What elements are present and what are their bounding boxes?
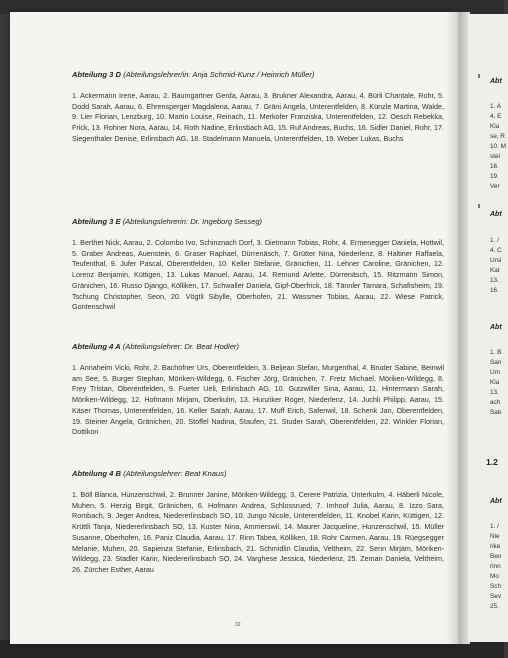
right-text-fragment: Kla <box>490 123 500 130</box>
right-text-fragment: 1. / <box>490 523 499 530</box>
right-text-fragment: 4. E <box>490 113 502 120</box>
section-teacher: (Abteilungslehrer: Dr. Beat Hodler) <box>122 342 239 351</box>
section-teacher: (Abteilungslehrer: Beat Knaus) <box>123 469 227 478</box>
section-heading <box>72 70 444 80</box>
right-section-number: 1.2 <box>486 457 498 467</box>
right-text-fragment: 25. <box>490 603 499 610</box>
section-name: Abteilung 3 E <box>72 217 121 226</box>
section-heading <box>72 342 444 352</box>
section-name: Abteilung 3 D <box>72 70 121 79</box>
right-text-fragment: Ver <box>490 183 500 190</box>
section-heading <box>72 469 444 479</box>
right-text-fragment: Kat <box>490 267 500 274</box>
right-text-fragment: 1. B <box>490 349 502 356</box>
right-text-fragment: 13. <box>490 389 499 396</box>
right-text-fragment: 19. <box>490 173 499 180</box>
right-text-fragment: Nie <box>490 533 500 540</box>
right-section-heading: Abt <box>490 211 502 218</box>
page-number: 32 <box>235 622 241 628</box>
right-text-fragment: stei <box>490 153 500 160</box>
section-4b <box>72 469 444 576</box>
right-section-heading: Abt <box>490 324 502 331</box>
right-page <box>468 14 508 642</box>
right-text-fragment: Sab <box>490 409 502 416</box>
right-text-fragment: rike <box>490 543 501 550</box>
student-list: 1. Berthet Nick, Aarau, 2. Colombo Ivo, Schinznach Dorf, 3. Dietmann Tobias, Rohr, 4. Ermenegger Daniela, Hottwil, 5. Graber Andreas, Auenstein, 6. Graser Raphael, Dürrenäsch, 7. Grütter Nina, Niederlenz, 8. Haltiner Raffaela, Teufenthal, 9. Jufer Pascal, Oberentfelden, 10. Keller Stefanie, Gränichen, 11. Lehner Caroline, Gränichen, 12. Lorenz Benjamin, Küttigen, 13. Lukas Manuel, Aarau, 14. Remund Arlette, Dürrenäsch, 15. Ritzmann Simon, Gränichen, 16. Russo Django, Kölliken, 17. Schwaller Daniela, Gipf-Oberfrick, 18. Tännler Tamara, Schafisheim, 19. Tschung Christopher, Seon, 20. Vögtli Sibylle, Oberhofen, 21. Wassmer Tobias, Aarau, 22. Wiese Patrick, Gontenschwil <box>72 238 444 312</box>
section-3d <box>72 70 444 145</box>
right-text-fragment: 1. A <box>490 103 502 110</box>
section-name: Abteilung 4 A <box>72 342 121 351</box>
margin-mark <box>478 74 480 78</box>
right-text-fragment: se, R <box>490 133 505 140</box>
right-text-fragment: 4. C <box>490 247 502 254</box>
right-section-heading: Abt <box>490 78 502 85</box>
section-4a <box>72 342 444 438</box>
right-text-fragment: Mo <box>490 573 499 580</box>
right-text-fragment: Ben <box>490 553 502 560</box>
right-text-fragment: rinn <box>490 563 501 570</box>
student-list: 1. Annaheim Vicki, Rohr, 2. Bachofner Urs, Oberentfelden, 3. Beljean Stefan, Murgenthal, 4. Bruder Sabine, Beinwil am See, 5. Burger Stephan, Möriken-Wildegg, 6. Fischer Jörg, Gränichen, 7. Fretz Michael, Möriken-Wildegg, 8. Frey Tristan, Oberentfelden, 9. Fueter Ueli, Erlinsbach AG, 10. Gutzwiller Sina, Aarau, 11. Hintermann Sarah, Möriken-Wildegg, 12. Hofmann Mirjam, Oberkulm, 13. Hunziker Roger, Niederlenz, 14. Juchli Philipp, Aarau, 15. Käser Thomas, Unterentfelden, 16. Keller Sarah, Aarau, 17. Muff Erich, Safenwil, 18. Schenk Jan, Oberentfelden, 19. Steiner Angela, Gränichen, 20. Stoffel Nadina, Staufen, 21. Studer Sarah, Oberentfelden, 22. Winkler Florian, Dottikon <box>72 363 444 437</box>
section-heading <box>72 217 444 227</box>
left-page <box>10 12 456 644</box>
margin-mark <box>478 204 480 208</box>
student-list: 1. Ackermann Irene, Aarau, 2. Baumgartner Gerda, Aarau, 3. Brukner Alexandra, Aarau, 4. Bürli Chantale, Rohr, 5. Dodd Sarah, Aarau, 6. Ehrensperger Magdalena, Aarau, 7. Gräni Angela, Unterentfelden, 8. Künzle Martina, Walde, 9. Lier Florian, Lenzburg, 10. Martin Louise, Reinach, 11. Merkofer Franziska, Unterentfelden, 12. Oesch Rebekka, Frick, 13. Rohner Nora, Aarau, 14. Roth Nadine, Erlinsbach AG, 15. Ruf Andreas, Buchs, 16. Sidler Daniel, Rohr, 17. Siegenthaler Denise, Erlinsbach AG, 18. Stadelmann Manuela, Unterentfelden, 19. Weber Lukas, Buchs <box>72 91 444 143</box>
book-gutter <box>446 12 470 644</box>
right-text-fragment: Sev <box>490 593 502 600</box>
right-text-fragment: 13. <box>490 277 499 284</box>
right-text-fragment: 1. / <box>490 237 499 244</box>
section-name: Abteilung 4 B <box>72 469 121 478</box>
section-teacher: (Abteilungslehrer/in: Anja Schmid-Kunz / Heinrich Müller) <box>123 70 315 79</box>
right-text-fragment: Kla <box>490 379 500 386</box>
section-3e <box>72 217 444 313</box>
right-text-fragment: 16. <box>490 287 499 294</box>
right-text-fragment: Ursi <box>490 257 502 264</box>
right-text-fragment: Um <box>490 369 500 376</box>
right-text-fragment: ach <box>490 399 501 406</box>
right-text-fragment: 16. <box>490 163 499 170</box>
student-list: 1. Böll Bianca, Hunzenschwil, 2. Brunner Janine, Möriken-Wildegg, 3. Cerere Patrizia, Unterkulm, 4. Häberli Nicole, Muhen, 5. Herzig Birgit, Gränichen, 6. Hofmann Andrea, Schlossrued, 7. Imhoof Julia, Aarau, 8. Izzo Sara, Rombach, 9. Jeger Andrea, Niedererlinsbach SO, 10. Jungo Nicole, Unterentfelden, 11. Knobel Karin, Küttigen, 12. Krüttli Tanja, Niedererlinsbach SO, 13. Kuster Nina, Ammerswil, 14. Maurer Jacqueline, Hunzenschwil, 15. Müller Susanne, Oberhofen, 16. Paniz Claudia, Aarau, 17. Rinn Tabea, Kölliken, 18. Rohr Carmen, Aarau, 19. Rüegsegger Melanie, Muhen, 20. Sapienza Stefanie, Erlinsbach, 21. Schmidlin Claudia, Veltheim, 22. Senn Mirjam, Möriken-Wildegg, 23. Stadler Karin, Niedererlinsbach SO, 24. Varghese Jessica, Niederlenz, 25. Zeman Daniela, Veltheim, 26. Zürcher Esther, Aarau <box>72 490 444 574</box>
right-text-fragment: Sch <box>490 583 502 590</box>
right-section-heading: Abt <box>490 498 502 505</box>
right-text-fragment: San <box>490 359 502 366</box>
section-teacher: (Abteilungslehrerin: Dr. Ingeborg Sesseg) <box>122 217 263 226</box>
right-text-fragment: 10. M <box>490 143 506 150</box>
